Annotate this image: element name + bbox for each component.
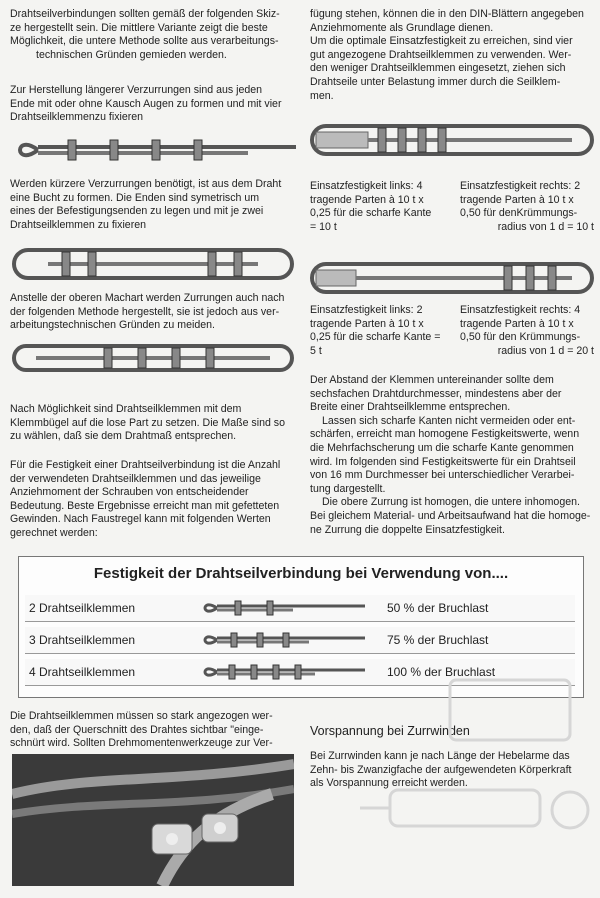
breaking-load-value: 100 % der Bruchlast [387,665,496,679]
left-paragraph-3: Werden kürzere Verzurrungen benötigt, ist aus dem Draht eine Bucht zu formen. Die Enden sind symetrisch um eines der Befestigungsenden zu legen und mit je zwei Drahtseilklemmen zu fixieren [10,178,282,231]
clamp-count-label: 2 Drahtseilklemmen [29,601,136,615]
left-paragraph-2: Zur Herstellung längerer Verzurrungen sind aus jeden Ende mit oder ohne Kausch Augen zu formen und mit vier Drahtseilklemmenzu fixieren [10,84,282,124]
rope-illustration-sharp-edge-4-parts [308,118,596,162]
left-paragraph-5: Nach Möglichkeit sind Drahtseilklemmen mit dem Klemmbügel auf die lose Part zu setzen. Die Maße sind so zu wählen, daß sie dem Drahtmaß entsprechen. [10,403,285,443]
strength-note-a-left: Einsatzfestigkeit links: 4 tragende Parten à 10 t x 0,25 für die scharfe Kante = 10 t [310,180,432,233]
rope-with-thimble-icon [197,597,367,619]
strength-note-a-right: Einsatzfestigkeit rechts: 2 tragende Parten à 10 t x 0,50 für denKrümmungs- radius von 1 d = 10 t [460,180,594,233]
rope-illustration-short-lashing [8,242,298,286]
left-paragraph-7: Die Drahtseilklemmen müssen so stark angezogen wer- den, daß der Querschnitt des Drahtes sichtbar "einge- schnürt wird. Sollten Drehmomentenwerkzeuge zur Ver- [10,710,273,750]
clamp-count-label: 3 Drahtseilklemmen [29,633,136,647]
section-heading-winch: Vorspannung bei Zurrwinden [310,724,470,738]
left-paragraph-4: Anstelle der oberen Machart werden Zurrungen auch nach der folgenden Methode hergestellt, sie ist jedoch aus ver- arbeitungstechnischen Gründen zu meiden. [10,292,285,332]
left-paragraph-1: Drahtseilverbindungen sollten gemäß der folgenden Skiz- ze hergestellt sein. Die mittlere Variante zeigt die beste Möglichkeit, die untere Methode sollte aus verarbeitungs- technischen Gründen gemieden werden. [10,8,280,61]
rope-illustration-avoid [8,340,298,376]
strength-note-b-left: Einsatzfestigkeit links: 2 tragende Parten à 10 t x 0,25 für die scharfe Kante = 5 t [310,304,441,357]
strength-table-title: Festigkeit der Drahtseilverbindung bei Verwendung von.... [93,565,509,582]
right-paragraph-2: Der Abstand der Klemmen untereinander sollte dem sechsfachen Drahtdurchmesser, mindestens aber der Breite einer Drahtseilklemme entsprechen. Lassen sich scharfe Kanten nicht vermeiden oder ent- schärfen, erreicht man homogene Festigkeitswerte, wenn die Mehrfachscherung um die scharfe Kante genommen wird. Im folgenden sind Festigkeitswerte für ein Drahtseil von 16 mm Durchmesser bei unterschiedlicher Verarbei- tung dargestellt. Die obere Zurrung ist homogen, die untere inhomogen. Bei gleichem Material- und Arbeitsaufwand hat die homoge- ne Zurrung die doppelte Einsatzfestigkeit. [310,374,591,536]
right-paragraph-1: fügung stehen, können die in den DIN-Blättern angegeben Anziehmomente als Grundlage dienen. Um die optimale Einsatzfestigkeit zu erreichen, sind vier gut angezogene Drahtseilklemmen zu verwenden. Wer- den weniger Drahtseilklemmen eingesetzt, ziehen sich Drahtseile unter Belastung immer durch die Seilklem- men. [310,8,584,102]
left-paragraph-6: Für die Festigkeit einer Drahtseilverbindung ist die Anzahl der verwendeten Drahtseilklemmen und das jeweilige Anziehmoment der Schrauben von entscheidender Bedeutung. Beste Ergebnisse erreicht man mit gefetteten Gewinden. Nach Faustregel kann mit folgenden Werten gerechnet werden: [10,459,281,539]
table-row [25,595,575,622]
right-paragraph-3: Bei Zurrwinden kann je nach Länge der Hebelarme das Zehn- bis Zwanzigfache der aufgewendeten Körperkraft als Vorspannung erreicht werden. [310,750,572,790]
breaking-load-value: 50 % der Bruchlast [387,601,489,615]
strength-note-b-right: Einsatzfestigkeit rechts: 4 tragende Parten à 10 t x 0,50 für den Krümmungs- radius von 1 d = 20 t [460,304,594,357]
clamp-count-label: 4 Drahtseilklemmen [29,665,136,679]
rope-illustration-long-lashing [8,130,298,170]
winch-watermark-illustration [330,640,598,880]
breaking-load-value: 75 % der Bruchlast [387,633,489,647]
rope-illustration-sharp-edge-2-parts [308,256,596,300]
clamp-photo [12,754,294,886]
